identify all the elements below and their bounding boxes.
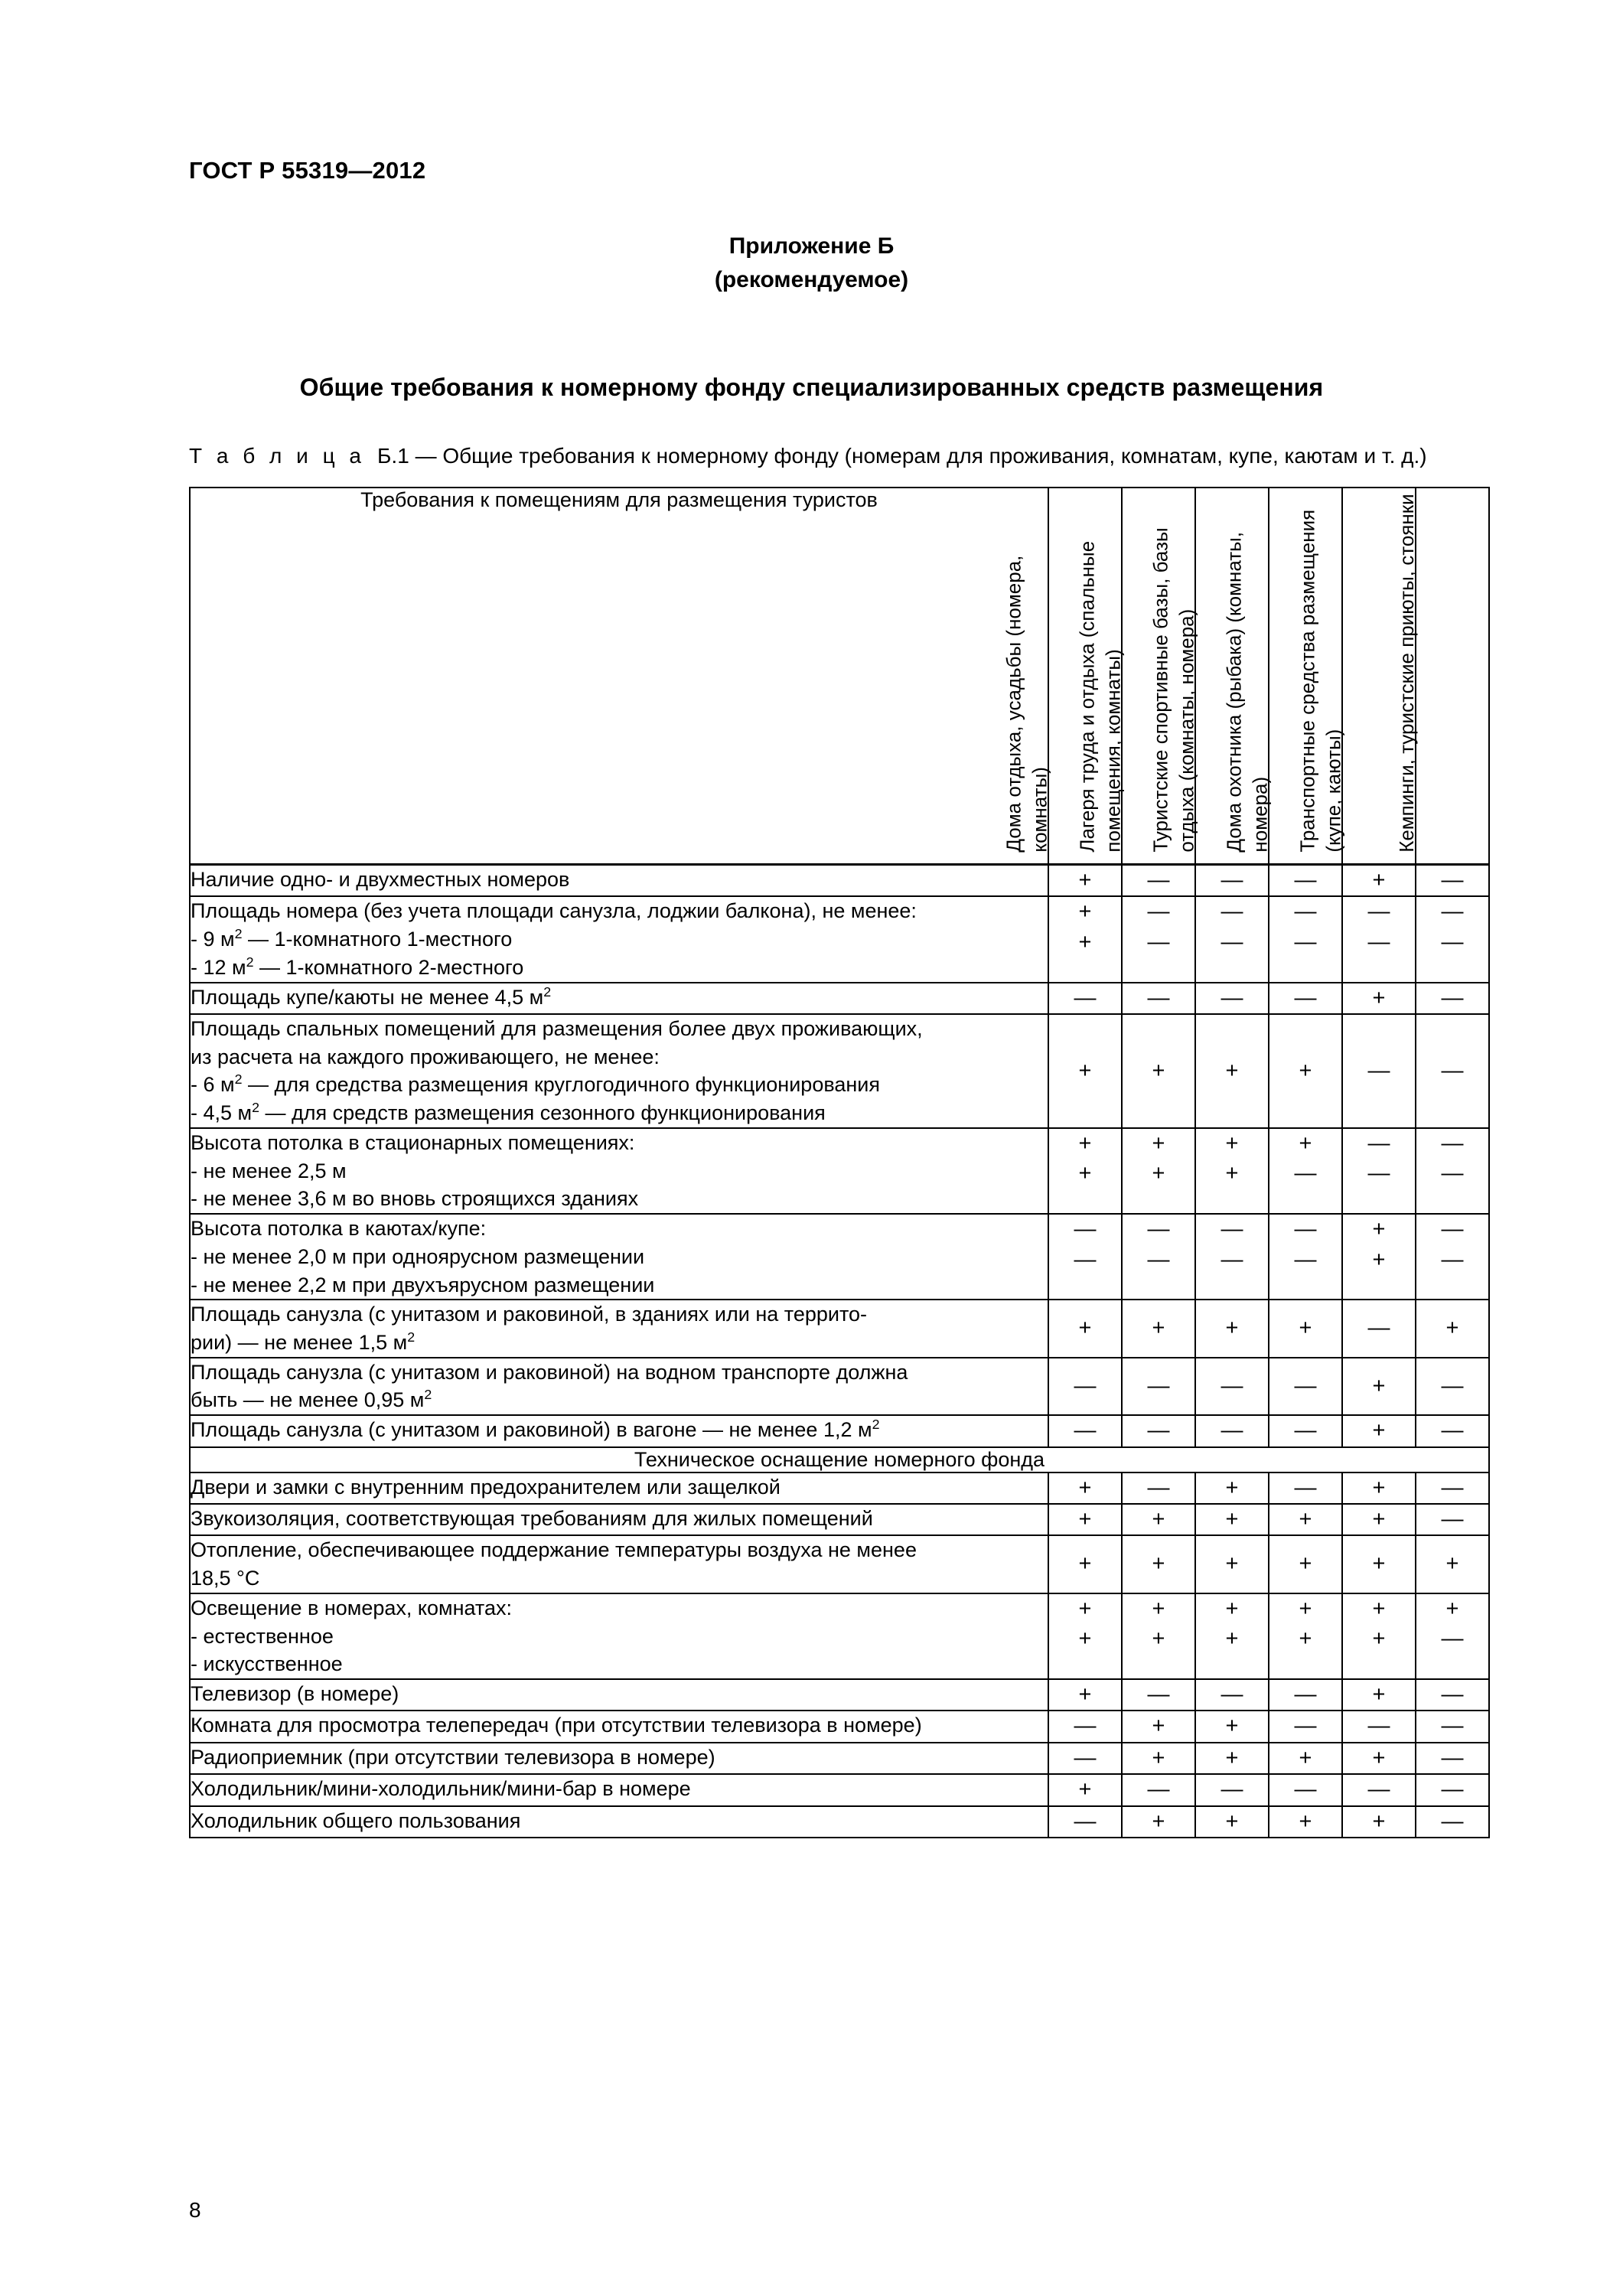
mark-cell: + + bbox=[1122, 1128, 1195, 1214]
mark-cell: — bbox=[1416, 1358, 1489, 1415]
mark-cell: + bbox=[1048, 1504, 1122, 1535]
mark-cell: — bbox=[1269, 1415, 1342, 1446]
mark-cell: — bbox=[1195, 1358, 1269, 1415]
mark-cell: + bbox=[1195, 1504, 1269, 1535]
appendix-title: Приложение Б bbox=[728, 233, 895, 259]
mark-cell: + bbox=[1269, 1504, 1342, 1535]
page-number: 8 bbox=[189, 2198, 201, 2222]
requirement-cell: Звукоизоляция, соответствующая требованиям для жилых помещений bbox=[190, 1504, 1048, 1535]
requirement-cell: Двери и замки с внутренним предохранителем или защелкой bbox=[190, 1473, 1048, 1504]
mark-cell: + bbox=[1048, 1535, 1122, 1593]
table-row bbox=[190, 1743, 1489, 1774]
mark-cell: — bbox=[1269, 1711, 1342, 1742]
mark-cell: + bbox=[1122, 1300, 1195, 1357]
mark-cell: + bbox=[1195, 1014, 1269, 1128]
mark-cell: + bbox=[1122, 1806, 1195, 1838]
mark-cell: + bbox=[1048, 1679, 1122, 1711]
mark-cell: + bbox=[1342, 983, 1416, 1014]
mark-cell: + bbox=[1269, 1535, 1342, 1593]
requirement-cell: Площадь номера (без учета площади санузла, лоджии балкона), не менее: - 9 $м^2$ — 1-комнатного 1-местного - 12 $м^2$ — 1-комнатного 2-местного bbox=[190, 896, 1048, 982]
mark-cell: — bbox=[1195, 1774, 1269, 1805]
mark-cell: + bbox=[1342, 1806, 1416, 1838]
mark-cell: + + bbox=[1342, 1214, 1416, 1300]
table-row bbox=[190, 1806, 1489, 1838]
mark-cell: + bbox=[1342, 1504, 1416, 1535]
mark-cell: — bbox=[1122, 983, 1195, 1014]
table-caption bbox=[189, 444, 1490, 468]
table-row bbox=[190, 1679, 1489, 1711]
mark-cell: — bbox=[1416, 865, 1489, 897]
mark-cell: — bbox=[1122, 865, 1195, 897]
mark-cell: + + bbox=[1195, 1128, 1269, 1214]
table-caption-text: Общие требования к номерному фонду (номерам для проживания, комнатам, купе, каютам и т. д.) bbox=[442, 444, 1427, 468]
mark-cell: + bbox=[1342, 1679, 1416, 1711]
mark-cell: + bbox=[1195, 1806, 1269, 1838]
mark-cell: — — bbox=[1416, 896, 1489, 982]
table-row bbox=[190, 865, 1489, 897]
mark-cell: — bbox=[1269, 1473, 1342, 1504]
table-row bbox=[190, 1300, 1489, 1357]
mark-cell: — — bbox=[1048, 1214, 1122, 1300]
requirement-cell: Радиоприемник (при отсутствии телевизора в номере) bbox=[190, 1743, 1048, 1774]
requirement-cell: Освещение в номерах, комнатах: - естественное - искусственное bbox=[190, 1593, 1048, 1679]
requirement-cell: Холодильник/мини-холодильник/мини-бар в номере bbox=[190, 1774, 1048, 1805]
mark-cell: + bbox=[1269, 1743, 1342, 1774]
mark-cell: — bbox=[1195, 1679, 1269, 1711]
mark-cell: + bbox=[1269, 1014, 1342, 1128]
mark-cell: — bbox=[1416, 983, 1489, 1014]
requirement-cell: Отопление, обеспечивающее поддержание температуры воздуха не менее 18,5 °С bbox=[190, 1535, 1048, 1593]
mark-cell: — bbox=[1048, 1806, 1122, 1838]
table-row bbox=[190, 1358, 1489, 1415]
mark-cell: — bbox=[1269, 1358, 1342, 1415]
table-section-label: Техническое оснащение номерного фонда bbox=[190, 1447, 1489, 1473]
column-header-3-label: Туристские спортивные базы, базы отдыха (комнаты, номера) bbox=[1149, 527, 1198, 853]
mark-cell: + bbox=[1342, 865, 1416, 897]
mark-cell: — — bbox=[1416, 1214, 1489, 1300]
mark-cell: + bbox=[1122, 1504, 1195, 1535]
mark-cell: — — bbox=[1416, 1128, 1489, 1214]
mark-cell: + bbox=[1342, 1358, 1416, 1415]
table-body bbox=[190, 865, 1489, 1838]
mark-cell: + bbox=[1342, 1535, 1416, 1593]
table-row bbox=[190, 896, 1489, 982]
mark-cell: + + bbox=[1342, 1593, 1416, 1679]
requirement-cell: Холодильник общего пользования bbox=[190, 1806, 1048, 1838]
mark-cell: — bbox=[1048, 1358, 1122, 1415]
mark-cell: + bbox=[1195, 1743, 1269, 1774]
mark-cell: + bbox=[1048, 1473, 1122, 1504]
mark-cell: + bbox=[1048, 1014, 1122, 1128]
mark-cell: + bbox=[1122, 1711, 1195, 1742]
mark-cell: + + bbox=[1048, 1128, 1122, 1214]
table-row bbox=[190, 1473, 1489, 1504]
mark-cell: + + bbox=[1048, 896, 1122, 982]
mark-cell: — — bbox=[1195, 1214, 1269, 1300]
mark-cell: — bbox=[1416, 1473, 1489, 1504]
column-header-4-label: Дома охотника (рыбака) (комнаты, номера) bbox=[1222, 532, 1272, 853]
table-header-row bbox=[190, 488, 1489, 865]
mark-cell: — bbox=[1416, 1743, 1489, 1774]
column-header-6 bbox=[1395, 488, 1489, 865]
mark-cell: — bbox=[1048, 1711, 1122, 1742]
table-row bbox=[190, 1504, 1489, 1535]
mark-cell: — bbox=[1048, 983, 1122, 1014]
mark-cell: — bbox=[1342, 1300, 1416, 1357]
table-row bbox=[190, 1128, 1489, 1214]
mark-cell: + + bbox=[1048, 1593, 1122, 1679]
mark-cell: + + bbox=[1269, 1593, 1342, 1679]
mark-cell: — bbox=[1416, 1014, 1489, 1128]
mark-cell: — — bbox=[1122, 896, 1195, 982]
mark-cell: + bbox=[1269, 1806, 1342, 1838]
mark-cell: + bbox=[1122, 1014, 1195, 1128]
mark-cell: — bbox=[1342, 1774, 1416, 1805]
table-row bbox=[190, 1214, 1489, 1300]
mark-cell: + bbox=[1195, 1300, 1269, 1357]
table-section-row bbox=[190, 1447, 1489, 1473]
mark-cell: — bbox=[1416, 1679, 1489, 1711]
column-header-6-label: Кемпинги, туристские приюты, стоянки bbox=[1395, 494, 1419, 853]
mark-cell: — bbox=[1048, 1415, 1122, 1446]
table-head bbox=[190, 488, 1489, 865]
mark-cell: + bbox=[1342, 1473, 1416, 1504]
mark-cell: — bbox=[1416, 1806, 1489, 1838]
table-row bbox=[190, 983, 1489, 1014]
table-row bbox=[190, 1711, 1489, 1742]
mark-cell: + bbox=[1416, 1535, 1489, 1593]
requirement-cell: Площадь спальных помещений для размещения более двух проживающих, из расчета на каждого проживающего, не менее: - 6 $м^2$ — для средства размещения круглогодичного функционирования - 4,5 $м^2$ — для средств размещения сезонного функционирования bbox=[190, 1014, 1048, 1128]
mark-cell: — bbox=[1269, 1679, 1342, 1711]
mark-cell: — bbox=[1342, 1711, 1416, 1742]
requirements-table bbox=[189, 487, 1490, 1838]
mark-cell: + bbox=[1122, 1743, 1195, 1774]
requirement-cell: Площадь санузла (с унитазом и раковиной) в вагоне — не менее 1,2 $м^2$ bbox=[190, 1415, 1048, 1446]
mark-cell: + bbox=[1269, 1300, 1342, 1357]
requirement-cell: Площадь санузла (с унитазом и раковиной, в зданиях или на террито- рии) — не менее 1,5 $м^2$ bbox=[190, 1300, 1048, 1357]
mark-cell: — — bbox=[1269, 1214, 1342, 1300]
mark-cell: — bbox=[1122, 1679, 1195, 1711]
requirement-cell: Комната для просмотра телепередач (при отсутствии телевизора в номере) bbox=[190, 1711, 1048, 1742]
table-caption-number: Б.1 bbox=[377, 444, 409, 468]
mark-cell: — — bbox=[1342, 1128, 1416, 1214]
mark-cell: — bbox=[1122, 1415, 1195, 1446]
requirement-cell: Высота потолка в каютах/купе: - не менее 2,0 м при одноярусном размещении - не менее 2,2 м при двухъярусном размещении bbox=[190, 1214, 1048, 1300]
mark-cell: + bbox=[1195, 1473, 1269, 1504]
mark-cell: — bbox=[1269, 865, 1342, 897]
appendix-subtitle: (рекомендуемое) bbox=[714, 266, 909, 292]
column-header-5-label: Транспортные средства размещения (купе, каюты) bbox=[1295, 510, 1345, 853]
mark-cell: — bbox=[1342, 1014, 1416, 1128]
mark-cell: + — bbox=[1416, 1593, 1489, 1679]
mark-cell: + bbox=[1195, 1711, 1269, 1742]
mark-cell: — bbox=[1122, 1358, 1195, 1415]
appendix-block bbox=[0, 230, 1623, 296]
mark-cell: — — bbox=[1195, 896, 1269, 982]
mark-cell: — bbox=[1195, 1415, 1269, 1446]
requirement-cell: Телевизор (в номере) bbox=[190, 1679, 1048, 1711]
mark-cell: — bbox=[1269, 1774, 1342, 1805]
mark-cell: — — bbox=[1342, 896, 1416, 982]
mark-cell: — bbox=[1048, 1743, 1122, 1774]
column-header-stub: Требования к помещениям для размещения туристов bbox=[190, 488, 1048, 865]
table-caption-dash: — bbox=[415, 444, 437, 468]
mark-cell: + bbox=[1416, 1300, 1489, 1357]
mark-cell: — — bbox=[1122, 1214, 1195, 1300]
mark-cell: + bbox=[1122, 1535, 1195, 1593]
requirement-cell: Площадь санузла (с унитазом и раковиной) на водном транспорте должна быть — не менее 0,95 $м^2$ bbox=[190, 1358, 1048, 1415]
mark-cell: + + bbox=[1195, 1593, 1269, 1679]
requirement-cell: Наличие одно- и двухместных номеров bbox=[190, 865, 1048, 897]
mark-cell: — bbox=[1416, 1415, 1489, 1446]
mark-cell: + bbox=[1048, 1300, 1122, 1357]
mark-cell: — bbox=[1416, 1774, 1489, 1805]
mark-cell: — bbox=[1122, 1774, 1195, 1805]
table-row bbox=[190, 1774, 1489, 1805]
table-caption-label: Т а б л и ц а bbox=[189, 444, 366, 468]
column-header-2-label: Лагеря труда и отдыха (спальные помещения, комнаты) bbox=[1075, 541, 1125, 853]
column-header-1-label: Дома отдыха, усадьбы (номера, комнаты) bbox=[1002, 556, 1051, 853]
mark-cell: — bbox=[1195, 983, 1269, 1014]
table-row bbox=[190, 1593, 1489, 1679]
mark-cell: + bbox=[1048, 865, 1122, 897]
table-row bbox=[190, 1535, 1489, 1593]
table-row bbox=[190, 1014, 1489, 1128]
requirement-cell: Площадь купе/каюты не менее 4,5 $м^2$ bbox=[190, 983, 1048, 1014]
mark-cell: + bbox=[1342, 1415, 1416, 1446]
mark-cell: + bbox=[1048, 1774, 1122, 1805]
mark-cell: + — bbox=[1269, 1128, 1342, 1214]
mark-cell: + + bbox=[1122, 1593, 1195, 1679]
mark-cell: — bbox=[1416, 1504, 1489, 1535]
mark-cell: — bbox=[1269, 983, 1342, 1014]
mark-cell: — bbox=[1122, 1473, 1195, 1504]
standard-number-header: ГОСТ Р 55319—2012 bbox=[189, 157, 426, 184]
mark-cell: — bbox=[1416, 1711, 1489, 1742]
mark-cell: — bbox=[1195, 865, 1269, 897]
table-row bbox=[190, 1415, 1489, 1446]
mark-cell: + bbox=[1195, 1535, 1269, 1593]
requirements-table-wrapper bbox=[189, 487, 1490, 1838]
requirement-cell: Высота потолка в стационарных помещениях: - не менее 2,5 м - не менее 3,6 м во вновь строящихся зданиях bbox=[190, 1128, 1048, 1214]
mark-cell: + bbox=[1342, 1743, 1416, 1774]
mark-cell: — — bbox=[1269, 896, 1342, 982]
section-heading: Общие требования к номерному фонду специализированных средств размещения bbox=[299, 373, 1324, 401]
